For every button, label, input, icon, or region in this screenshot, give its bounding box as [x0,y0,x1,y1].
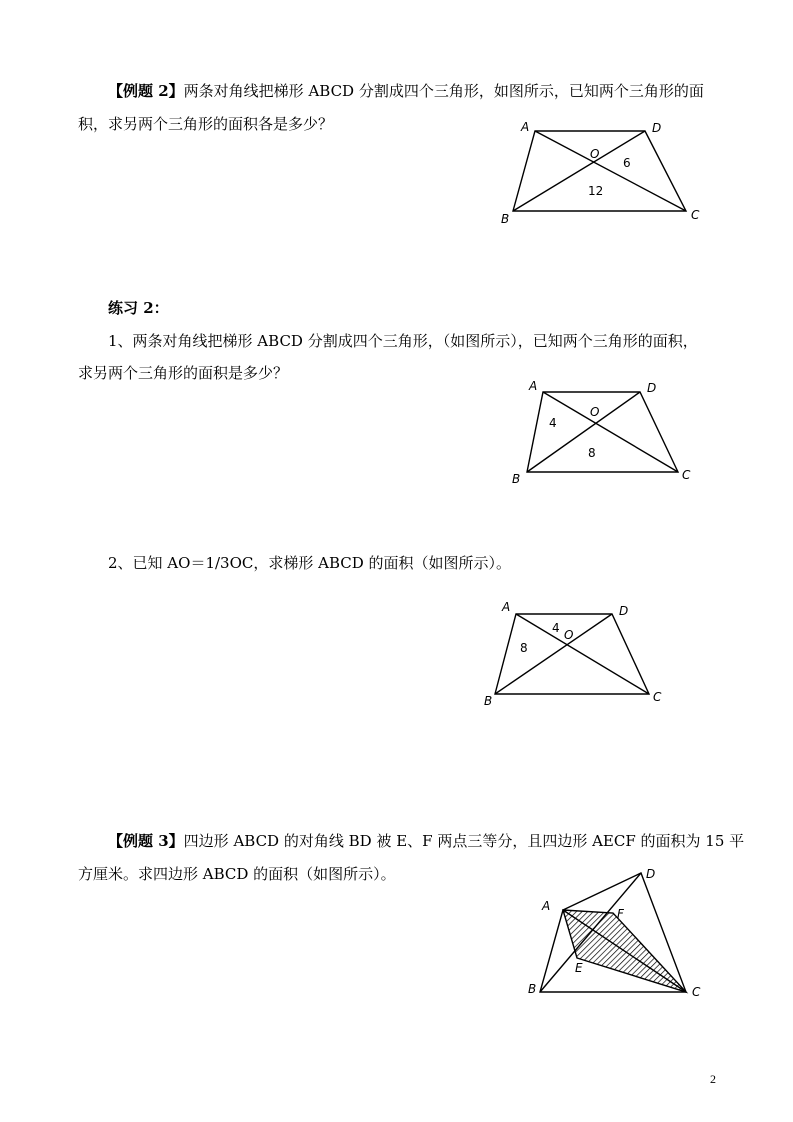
area-label-left: 8 [520,641,528,655]
area-label-bottom: 12 [588,184,604,198]
area-label-top: 4 [552,621,560,635]
vertex-label-a: A [542,899,551,913]
center-label-o: O [564,628,574,642]
vertex-label-d: D [646,867,656,881]
vertex-label-d: D [619,604,629,618]
diagonal-ac [535,131,686,211]
practice2-q1-line2: 求另两个三角形的面积是多少？ [78,364,289,382]
point-label-e: E [575,961,583,975]
example3-line1 [108,829,748,853]
point-label-f: F [617,907,624,921]
center-label-o: O [590,147,600,161]
area-label-left: 4 [549,416,557,430]
practice2-q2-text: 2、已知 AO＝1/3OC，求梯形 ABCD 的面积（如图所示）。 [108,554,512,572]
vertex-label-c: C [691,208,700,222]
vertex-label-a: A [529,379,538,393]
trapezoid-outline [527,392,678,472]
vertex-label-a: A [502,600,511,614]
example3-line2: 方厘米。求四边形 ABCD 的面积（如图所示）。 [78,865,396,883]
practice2-q2-trapezoid-figure [480,595,680,710]
area-label-bottom: 8 [588,446,596,460]
example2-trapezoid-figure [495,115,715,230]
diagonal-ac [516,614,649,694]
vertex-label-a: A [521,120,530,134]
center-label-o: O [590,405,600,419]
example3-text-1: 四边形 ABCD 的对角线 BD 被 E、F 两点三等分，且四边形 AECF 的面积为 15 平 [183,832,745,850]
vertex-label-b: B [484,694,493,708]
vertex-label-b: B [512,472,521,486]
page-number: 2 [710,1072,716,1086]
practice2-q1-line1: 1、两条对角线把梯形 ABCD 分割成四个三角形，（如图所示），已知两个三角形的面积， [108,332,698,350]
diagonal-ac [543,392,678,472]
example3-quadrilateral-figure [520,860,720,1010]
vertex-label-c: C [682,468,691,482]
vertex-label-d: D [647,381,657,395]
trapezoid-outline [495,614,649,694]
diagonal-bd [513,131,645,211]
practice2-q1-trapezoid-figure [500,375,710,490]
vertex-label-b: B [501,212,510,226]
trapezoid-outline [513,131,686,211]
area-label-right: 6 [623,156,631,170]
example2-tag: 【例题 2】 [108,82,184,100]
practice2-heading: 练习 2： [108,299,169,317]
vertex-label-c: C [692,985,701,999]
example2-line1 [108,79,748,103]
vertex-label-b: B [528,982,537,996]
example2-line2: 积，求另两个三角形的面积各是多少？ [78,115,334,133]
vertex-label-c: C [653,690,662,704]
diagonal-bd [527,392,640,472]
example3-tag: 【例题 3】 [108,832,184,850]
example2-text-1: 两条对角线把梯形 ABCD 分割成四个三角形，如图所示，已知两个三角形的面 [183,82,704,100]
vertex-label-d: D [652,121,662,135]
